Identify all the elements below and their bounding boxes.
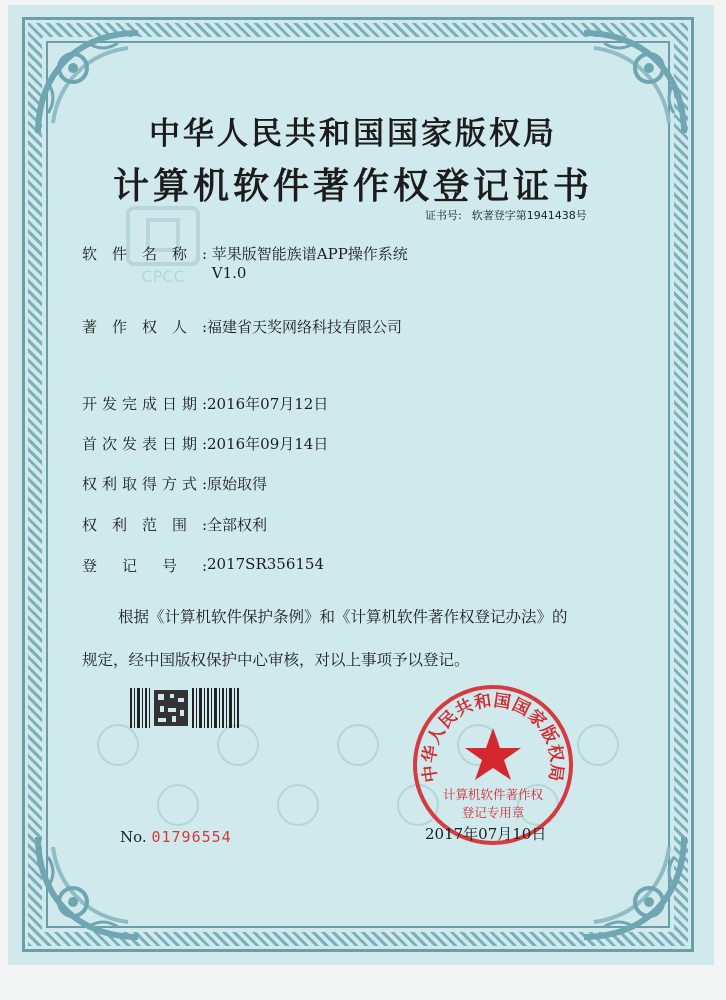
rights-scope-value: 全部权利	[207, 516, 268, 534]
svg-text:CPCC: CPCC	[141, 267, 185, 286]
copyright-owner-value: 福建省天奖网络科技有限公司	[207, 318, 403, 336]
acquisition-method-value: 原始取得	[207, 475, 268, 493]
serial-number-label: No.	[120, 828, 147, 846]
software-version-value: V1.0	[211, 264, 247, 282]
issuer-heading: 中华人民共和国国家版权局	[149, 116, 557, 152]
first-publish-date-value: 2016年09月14日	[207, 435, 329, 453]
completion-date-field	[82, 393, 328, 414]
first-publish-date-label: 首次发表日期:	[82, 435, 207, 453]
seal-line-1: 计算机软件著作权	[442, 787, 543, 802]
seal-star-icon	[465, 728, 521, 780]
statement-line-1: 根据《计算机软件保护条例》和《计算机软件著作权登记办法》的	[118, 608, 568, 626]
seal-line-2: 登记专用章	[461, 805, 525, 820]
acquisition-method-field	[82, 473, 267, 494]
issue-date: 2017年07月10日	[425, 825, 547, 843]
copyright-owner-field	[82, 316, 402, 337]
first-publish-date-field	[82, 433, 328, 454]
completion-date-label: 开发完成日期:	[82, 395, 207, 413]
qr-barcode	[130, 688, 242, 728]
serial-number	[120, 828, 232, 846]
software-name-field	[82, 243, 408, 282]
certificate-number	[425, 207, 597, 223]
rights-scope-field	[82, 514, 267, 535]
serial-number-value: 01796554	[151, 828, 232, 846]
acquisition-method-label: 权利取得方式:	[82, 475, 207, 493]
statement-line-2: 规定，经中国版权保护中心审核，对以上事项予以登记。	[82, 651, 470, 669]
certificate-number-label: 证书号:	[425, 209, 462, 222]
certificate-number-value: 软著登字第1941438号	[471, 209, 587, 222]
registration-number-label: 登记号:	[82, 557, 207, 575]
seal-arc-text: 中华人民共和国国家版权局	[419, 690, 567, 784]
software-name-label: 软件名称:	[82, 245, 207, 263]
completion-date-value: 2016年07月12日	[207, 395, 329, 413]
certificate-title: 计算机软件著作权登记证书	[112, 165, 593, 207]
copyright-owner-label: 著作权人:	[82, 318, 207, 336]
registration-number-field	[82, 555, 324, 576]
software-name-value: 苹果版智能族谱APP操作系统	[211, 245, 408, 263]
registration-number-value: 2017SR356154	[207, 555, 325, 573]
rights-scope-label: 权利范围:	[82, 516, 207, 534]
